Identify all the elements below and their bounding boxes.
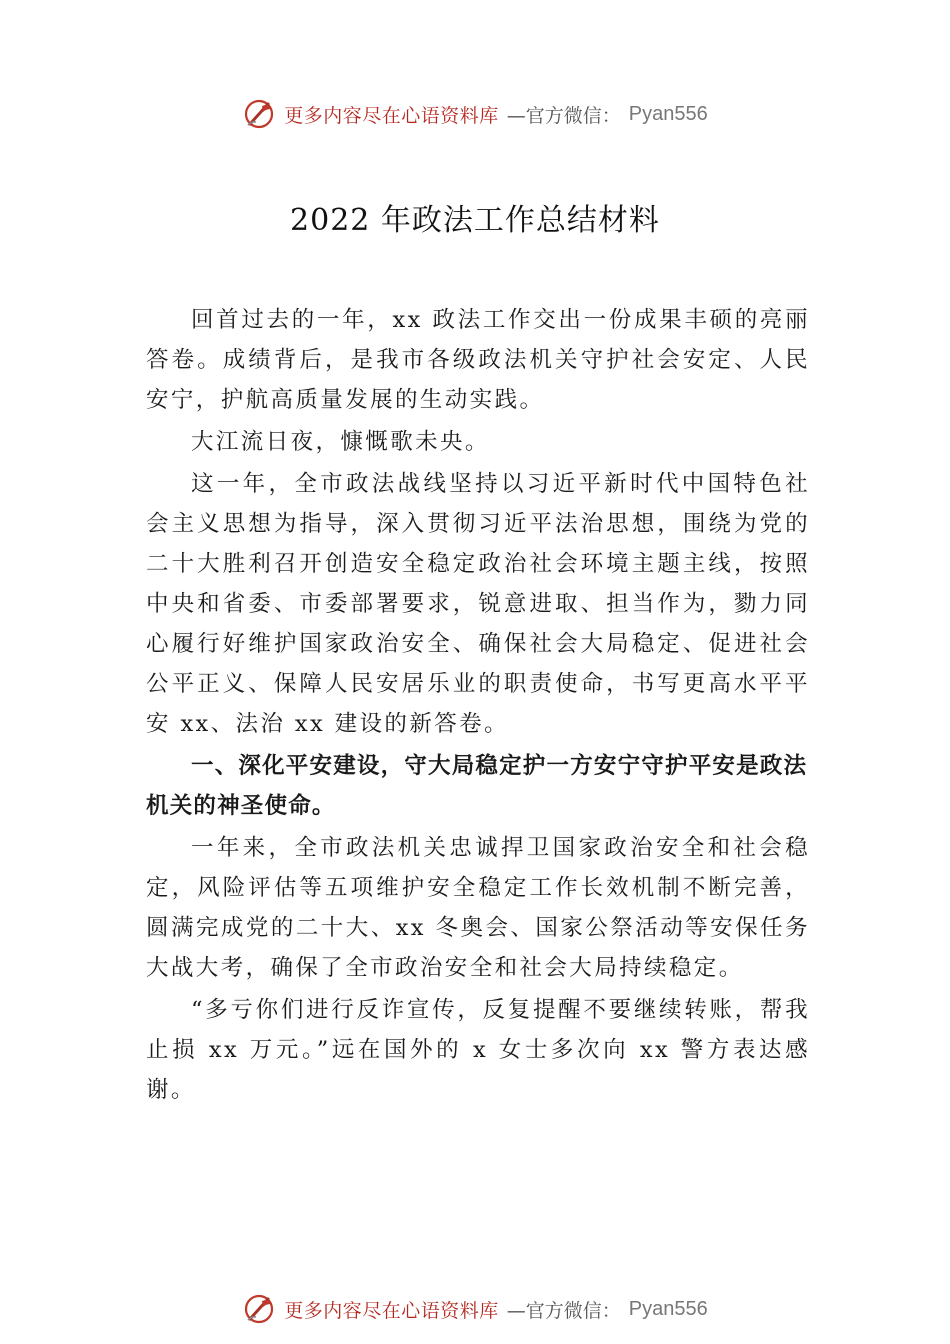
banner-wechat-id: Pyan556: [628, 102, 708, 125]
paragraph-quote: “多亏你们进行反诈宣传，反复提醒不要继续转账，帮我止损 xx 万元。”远在国外的 x 女士多次向 xx 警方表达感谢。: [146, 997, 810, 1103]
paragraph-section-1: 一年来，全市政法机关忠诚捍卫国家政治安全和社会稳定，风险评估等五项维护安全稳定工作长效机制不断完善， 圆满完成党的二十大、xx 冬奥会、国家公祭活动等安保任务大战大考，确保了全市政治安全和社会大局持续稳定。: [146, 835, 810, 981]
banner-library-text: 更多内容尽在心语资料库: [284, 104, 499, 127]
banner-library-text: 更多内容尽在心语资料库: [284, 1299, 499, 1322]
document-body: [146, 300, 810, 1112]
section-heading-1: 一、深化平安建设，守大局稳定护一方安宁守护平安是政法机关的神圣使命。: [146, 753, 808, 819]
header-watermark-banner: [0, 94, 950, 134]
banner-wechat-id: Pyan556: [628, 1297, 708, 1320]
pen-quill-logo-icon: [242, 1292, 276, 1326]
paragraph-overview: 这一年，全市政法战线坚持以习近平新时代中国特色社会主义思想为指导，深入贯彻习近平法治思想，围绕为党的二十大胜利召开创造安全稳定政治社会环境主题主线，按照中央和省委、市委部署要求，锐意进取、担当作为，勠力同心履行好维护国家政治安全、确保社会大局稳定、促进社会公平正义、保障人民安居乐业的职责使命，书写更高水平平安 xx、法治 xx 建设的新答卷。: [146, 471, 810, 737]
pen-quill-logo-icon: [242, 97, 276, 131]
paragraph-intro: 回首过去的一年，xx 政法工作交出一份成果丰硕的亮丽答卷。成绩背后，是我市各级政法机关守护社会安定、人民安宁，护航高质量发展的生动实践。: [146, 307, 810, 413]
footer-watermark-banner: [0, 1289, 950, 1329]
document-title: 2022 年政法工作总结材料: [290, 203, 660, 238]
banner-wechat-label: —官方微信：: [506, 104, 621, 127]
banner-wechat-label: —官方微信：: [506, 1299, 621, 1322]
paragraph-verse: 大江流日夜，慷慨歌未央。: [191, 429, 490, 455]
